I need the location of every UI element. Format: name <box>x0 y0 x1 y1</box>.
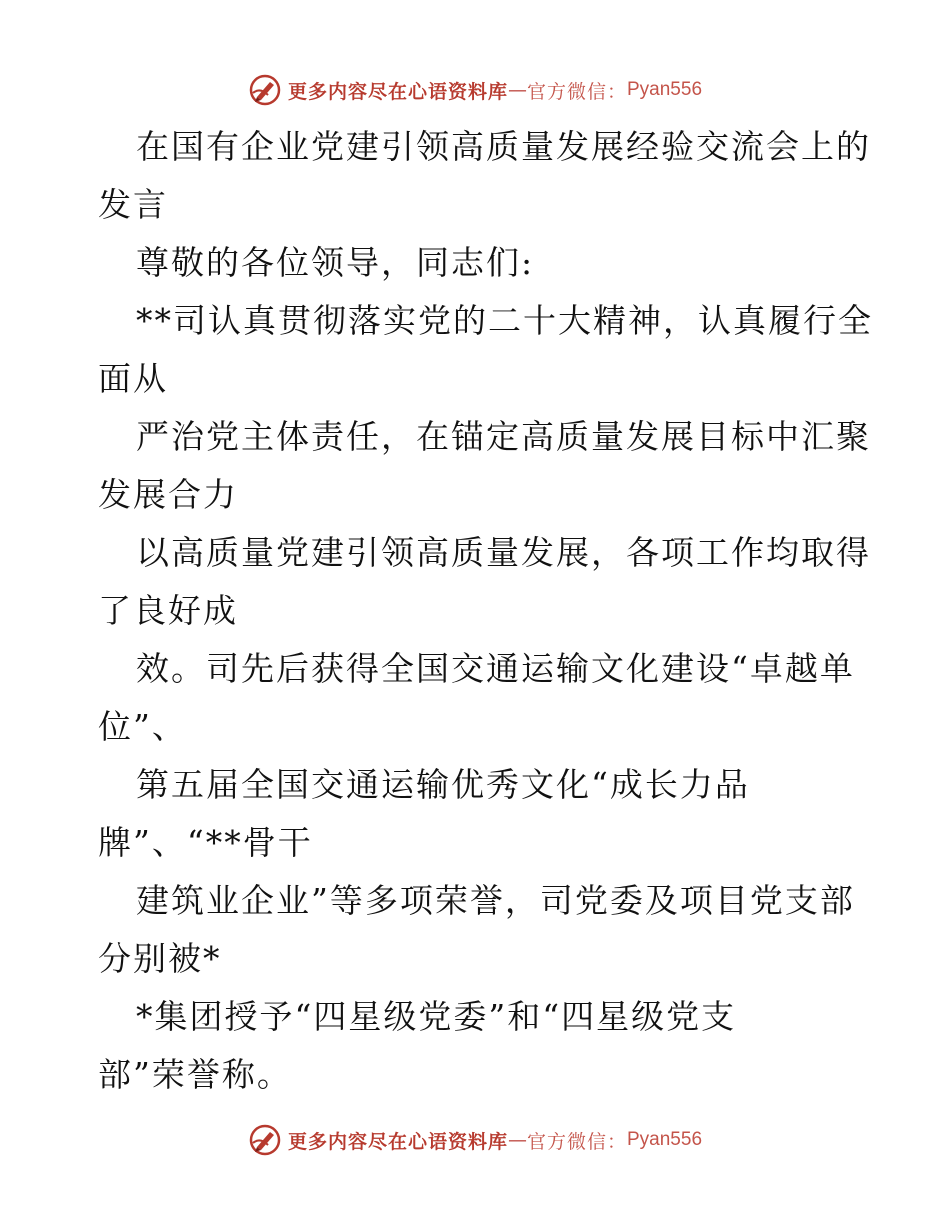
document-line: *集团授予“四星级党委”和“四星级党支 <box>136 997 737 1036</box>
document-line: 牌”、“**骨干 <box>98 823 313 862</box>
banner-brand-text: 更多内容尽在心语资料库 <box>287 1130 508 1153</box>
document-line: 尊敬的各位领导，同志们: <box>136 243 535 282</box>
document-body <box>98 118 873 1104</box>
document-line: **司认真贯彻落实党的二十大精神，认真履行全 <box>136 301 873 340</box>
banner-brand-text: 更多内容尽在心语资料库 <box>287 80 508 103</box>
banner-wechat-label: 官方微信： <box>526 1130 627 1153</box>
banner-wechat-id: Pyan556 <box>627 79 703 100</box>
banner-separator: — <box>507 1129 527 1151</box>
document-line: 了良好成 <box>98 591 238 630</box>
banner-wechat-id: Pyan556 <box>627 1129 703 1150</box>
banner-wechat-label: 官方微信： <box>526 80 627 103</box>
document-line: 在国有企业党建引领高质量发展经验交流会上的 <box>136 127 871 166</box>
document-line: 第五届全国交通运输优秀文化“成长力品 <box>136 765 750 804</box>
document-line: 建筑业企业”等多项荣誉，司党委及项目党支部 <box>136 881 855 920</box>
document-line: 面从 <box>98 359 168 398</box>
document-line: 位”、 <box>98 707 187 746</box>
banner-separator: — <box>507 79 527 101</box>
pen-logo-icon <box>248 1123 282 1157</box>
document-line: 以高质量党建引领高质量发展，各项工作均取得 <box>136 533 871 572</box>
footer-banner <box>0 1120 950 1160</box>
pen-logo-icon <box>248 73 282 107</box>
document-line: 效。司先后获得全国交通运输文化建设“卓越单 <box>136 649 855 688</box>
header-banner <box>0 70 950 110</box>
document-line: 严治党主体责任，在锚定高质量发展目标中汇聚 <box>136 417 871 456</box>
document-line: 发言 <box>98 185 168 224</box>
document-line: 发展合力 <box>98 475 238 514</box>
document-line: 分别被* <box>98 939 222 978</box>
document-line: 部”荣誉称。 <box>98 1055 292 1094</box>
